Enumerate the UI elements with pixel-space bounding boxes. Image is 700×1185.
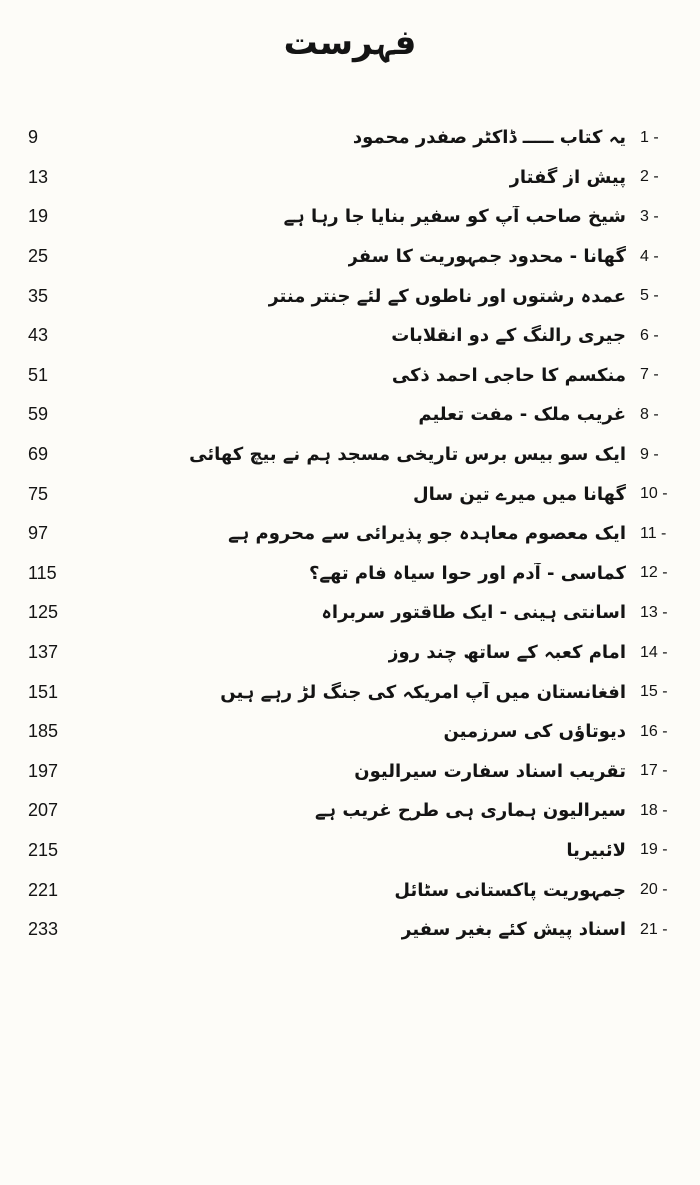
toc-chapter-title: منکسم کا حاجی احمد ذکی xyxy=(391,364,626,386)
toc-chapter-number: 8 - xyxy=(640,405,659,423)
toc-chapter-number: 7 - xyxy=(640,366,659,384)
toc-page-number: 221 xyxy=(28,879,59,900)
toc-entry xyxy=(28,633,688,673)
toc-chapter-number: 19 - xyxy=(640,841,668,859)
toc-chapter-title: اسناد پیش کئے بغیر سفیر xyxy=(401,919,626,941)
toc-chapter-number: 12 - xyxy=(640,564,668,582)
toc-chapter-title: عمدہ رشتوں اور ناطوں کے لئے جنتر منتر xyxy=(268,285,626,307)
toc-page-number: 97 xyxy=(28,523,49,544)
toc-page-number: 185 xyxy=(28,721,59,742)
toc-page-number: 137 xyxy=(28,642,59,663)
toc-page-number: 35 xyxy=(28,285,49,306)
toc-chapter-title: یہ کتاب ـــــ ڈاکٹر صفدر محمود xyxy=(352,127,626,149)
toc-chapter-title: گھانا میں میرے تین سال xyxy=(412,483,626,505)
toc-entry xyxy=(28,831,688,871)
toc-chapter-number: 10 - xyxy=(640,485,668,503)
toc-chapter-title: دیوتاؤں کی سرزمین xyxy=(443,721,626,743)
toc-entry xyxy=(28,752,688,792)
toc-chapter-number: 16 - xyxy=(640,722,668,740)
toc-chapter-number: 3 - xyxy=(640,207,659,225)
toc-chapter-number: 9 - xyxy=(640,445,659,463)
toc-page-number: 19 xyxy=(28,206,49,227)
toc-entry xyxy=(28,791,688,831)
toc-entry xyxy=(28,276,688,316)
toc-chapter-number: 18 - xyxy=(640,801,668,819)
toc-entry xyxy=(28,356,688,396)
toc-chapter-number: 6 - xyxy=(640,326,659,344)
toc-chapter-title: ایک سو بیس برس تاریخی مسجد ہم نے بیچ کھائی xyxy=(189,444,626,466)
toc-page-number: 13 xyxy=(28,166,49,187)
toc-chapter-title: گھانا - محدود جمہوریت کا سفر xyxy=(347,246,626,268)
toc-chapter-number: 17 - xyxy=(640,762,668,780)
toc-chapter-title: سیرالیون ہماری ہی طرح غریب ہے xyxy=(314,800,626,822)
toc-chapter-title: کماسی - آدم اور حوا سیاہ فام تھے؟ xyxy=(308,562,626,584)
toc-entry xyxy=(28,118,688,158)
toc-page-number: 25 xyxy=(28,246,49,267)
table-of-contents xyxy=(28,118,688,949)
toc-chapter-title: افغانستان میں آپ امریکہ کی جنگ لڑ رہے ہیں xyxy=(220,681,626,703)
toc-chapter-number: 21 - xyxy=(640,920,668,938)
toc-page-number: 43 xyxy=(28,325,49,346)
toc-entry xyxy=(28,672,688,712)
toc-entry xyxy=(28,593,688,633)
toc-page-number: 215 xyxy=(28,839,59,860)
toc-chapter-title: تقریب اسناد سفارت سیرالیون xyxy=(354,760,626,782)
toc-chapter-number: 20 - xyxy=(640,881,668,899)
toc-page-number: 69 xyxy=(28,444,49,465)
toc-chapter-title: لائبیریا xyxy=(566,839,626,861)
toc-entry xyxy=(28,237,688,277)
toc-page-number: 115 xyxy=(28,562,57,583)
toc-entry xyxy=(28,712,688,752)
toc-entry xyxy=(28,395,688,435)
toc-page-number: 207 xyxy=(28,800,59,821)
toc-page-number: 75 xyxy=(28,483,49,504)
toc-chapter-number: 1 - xyxy=(640,128,659,146)
toc-entry xyxy=(28,554,688,594)
toc-chapter-number: 11 - xyxy=(640,524,667,542)
toc-page-number: 59 xyxy=(28,404,49,425)
toc-entry xyxy=(28,474,688,514)
page-title: فہرست xyxy=(283,23,417,63)
toc-chapter-title: شیخ صاحب آپ کو سفیر بنایا جا رہا ہے xyxy=(283,206,626,228)
toc-entry xyxy=(28,435,688,475)
toc-chapter-title: جیری رالنگ کے دو انقلابات xyxy=(391,325,626,347)
toc-entry xyxy=(28,158,688,198)
toc-chapter-number: 2 - xyxy=(640,168,659,186)
toc-chapter-title: پیش از گفتار xyxy=(509,166,626,188)
toc-page-number: 125 xyxy=(28,602,59,623)
toc-chapter-number: 15 - xyxy=(640,683,668,701)
toc-chapter-title: جمہوریت پاکستانی سٹائل xyxy=(394,879,626,901)
toc-page-number: 151 xyxy=(28,681,59,702)
toc-chapter-title: ایک معصوم معاہدہ جو پذیرائی سے محروم ہے xyxy=(228,523,626,545)
toc-chapter-title: امام کعبہ کے ساتھ چند روز xyxy=(388,642,626,664)
toc-entry xyxy=(28,316,688,356)
toc-chapter-number: 14 - xyxy=(640,643,668,661)
toc-chapter-title: غریب ملک - مفت تعلیم xyxy=(418,404,626,426)
toc-chapter-number: 4 - xyxy=(640,247,659,265)
toc-page-number: 233 xyxy=(28,919,59,940)
toc-entry xyxy=(28,197,688,237)
toc-page-number: 51 xyxy=(28,364,49,385)
toc-entry xyxy=(28,514,688,554)
toc-entry xyxy=(28,870,688,910)
toc-chapter-title: اسانتی ہینی - ایک طاقتور سربراہ xyxy=(321,602,626,624)
toc-chapter-number: 5 - xyxy=(640,287,659,305)
toc-chapter-number: 13 - xyxy=(640,603,668,621)
toc-page-number: 9 xyxy=(28,127,39,148)
toc-entry xyxy=(28,910,688,950)
toc-page-number: 197 xyxy=(28,760,59,781)
